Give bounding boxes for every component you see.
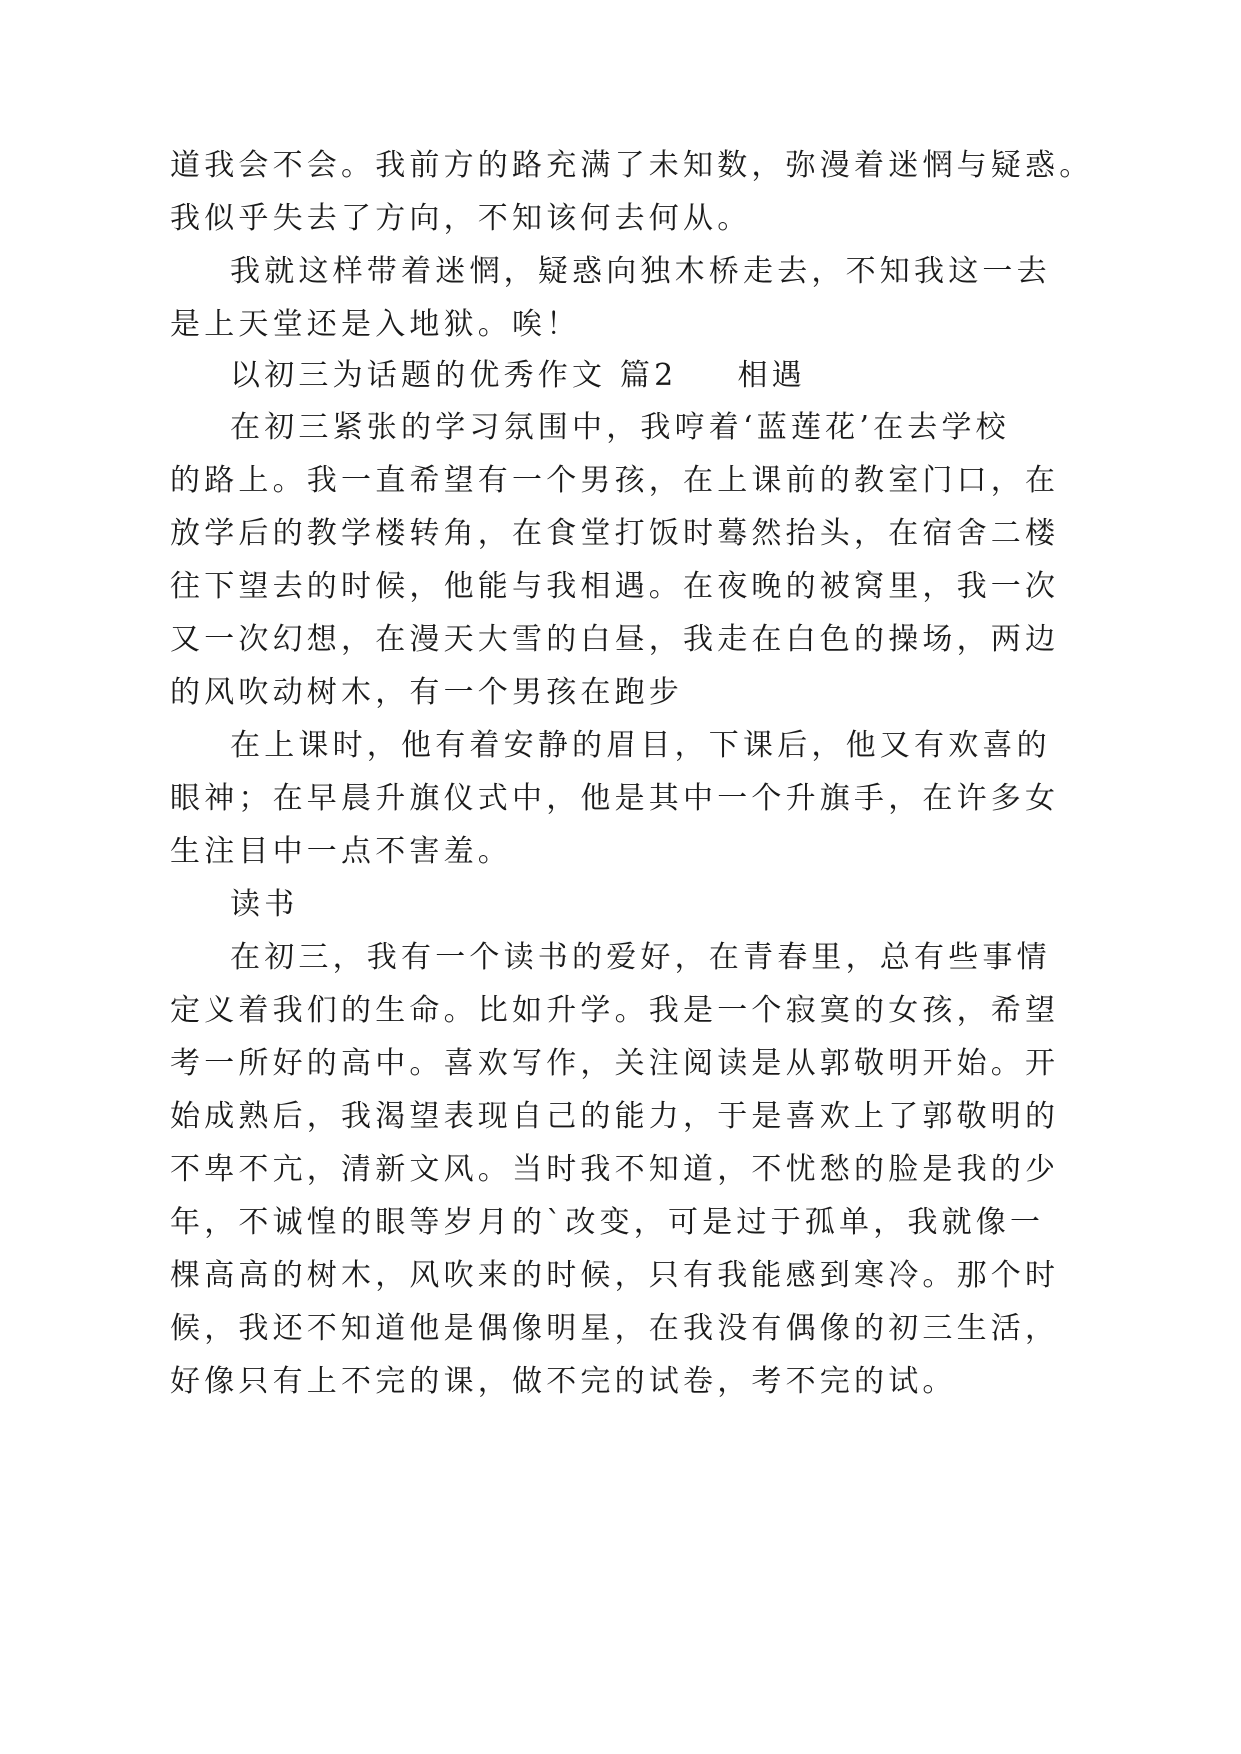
section-heading-subtitle: 相遇 <box>737 358 806 393</box>
body-text-line: 考一所好的高中。喜欢写作，关注阅读是从郭敬明开始。开 <box>170 1046 1060 1081</box>
body-text-line: 不卑不亢，清新文风。当时我不知道，不忧愁的脸是我的少 <box>170 1152 1060 1187</box>
body-text-line: 年，不诚惶的眼等岁月的`改变，可是过于孤单，我就像一 <box>170 1205 1045 1240</box>
paragraph-first-line: 在初三，我有一个读书的爱好，在青春里，总有些事情 <box>230 940 1051 975</box>
paragraph-first-line: 在上课时，他有着安静的眉目，下课后，他又有欢喜的 <box>230 728 1051 763</box>
body-text-line: 往下望去的时候，他能与我相遇。在夜晚的被窝里，我一次 <box>170 569 1060 604</box>
body-text-line: 道我会不会。我前方的路充满了未知数，弥漫着迷惘与疑惑。 <box>170 148 1094 183</box>
body-text-line: 候，我还不知道他是偶像明星，在我没有偶像的初三生活， <box>170 1311 1060 1346</box>
section-heading <box>230 356 806 396</box>
body-text-line: 是上天堂还是入地狱。唉！ <box>170 307 581 342</box>
body-text-line: 眼神；在早晨升旗仪式中，他是其中一个升旗手，在许多女 <box>170 781 1060 816</box>
body-text-line: 始成熟后，我渴望表现自己的能力，于是喜欢上了郭敬明的 <box>170 1099 1060 1134</box>
body-text-line: 棵高高的树木，风吹来的时候，只有我能感到寒冷。那个时 <box>170 1258 1060 1293</box>
body-text-line: 的路上。我一直希望有一个男孩，在上课前的教室门口，在 <box>170 463 1060 498</box>
paragraph-first-line: 在初三紧张的学习氛围中，我哼着‘蓝莲花’在去学校 <box>230 410 1010 445</box>
body-text-line: 放学后的教学楼转角，在食堂打饭时蓦然抬头，在宿舍二楼 <box>170 516 1060 551</box>
subheading: 读书 <box>230 887 299 922</box>
section-heading-title: 以初三为话题的优秀作文 篇2 <box>230 358 678 393</box>
paragraph-first-line: 我就这样带着迷惘，疑惑向独木桥走去，不知我这一去 <box>230 254 1051 289</box>
body-text-line: 又一次幻想，在漫天大雪的白昼，我走在白色的操场，两边 <box>170 622 1060 657</box>
body-text-line: 好像只有上不完的课，做不完的试卷，考不完的试。 <box>170 1364 957 1399</box>
body-text-line: 生注目中一点不害羞。 <box>170 834 512 869</box>
body-text-line: 的风吹动树木，有一个男孩在跑步 <box>170 675 683 710</box>
body-text-line: 定义着我们的生命。比如升学。我是一个寂寞的女孩，希望 <box>170 993 1060 1028</box>
body-text-line: 我似乎失去了方向，不知该何去何从。 <box>170 201 752 236</box>
